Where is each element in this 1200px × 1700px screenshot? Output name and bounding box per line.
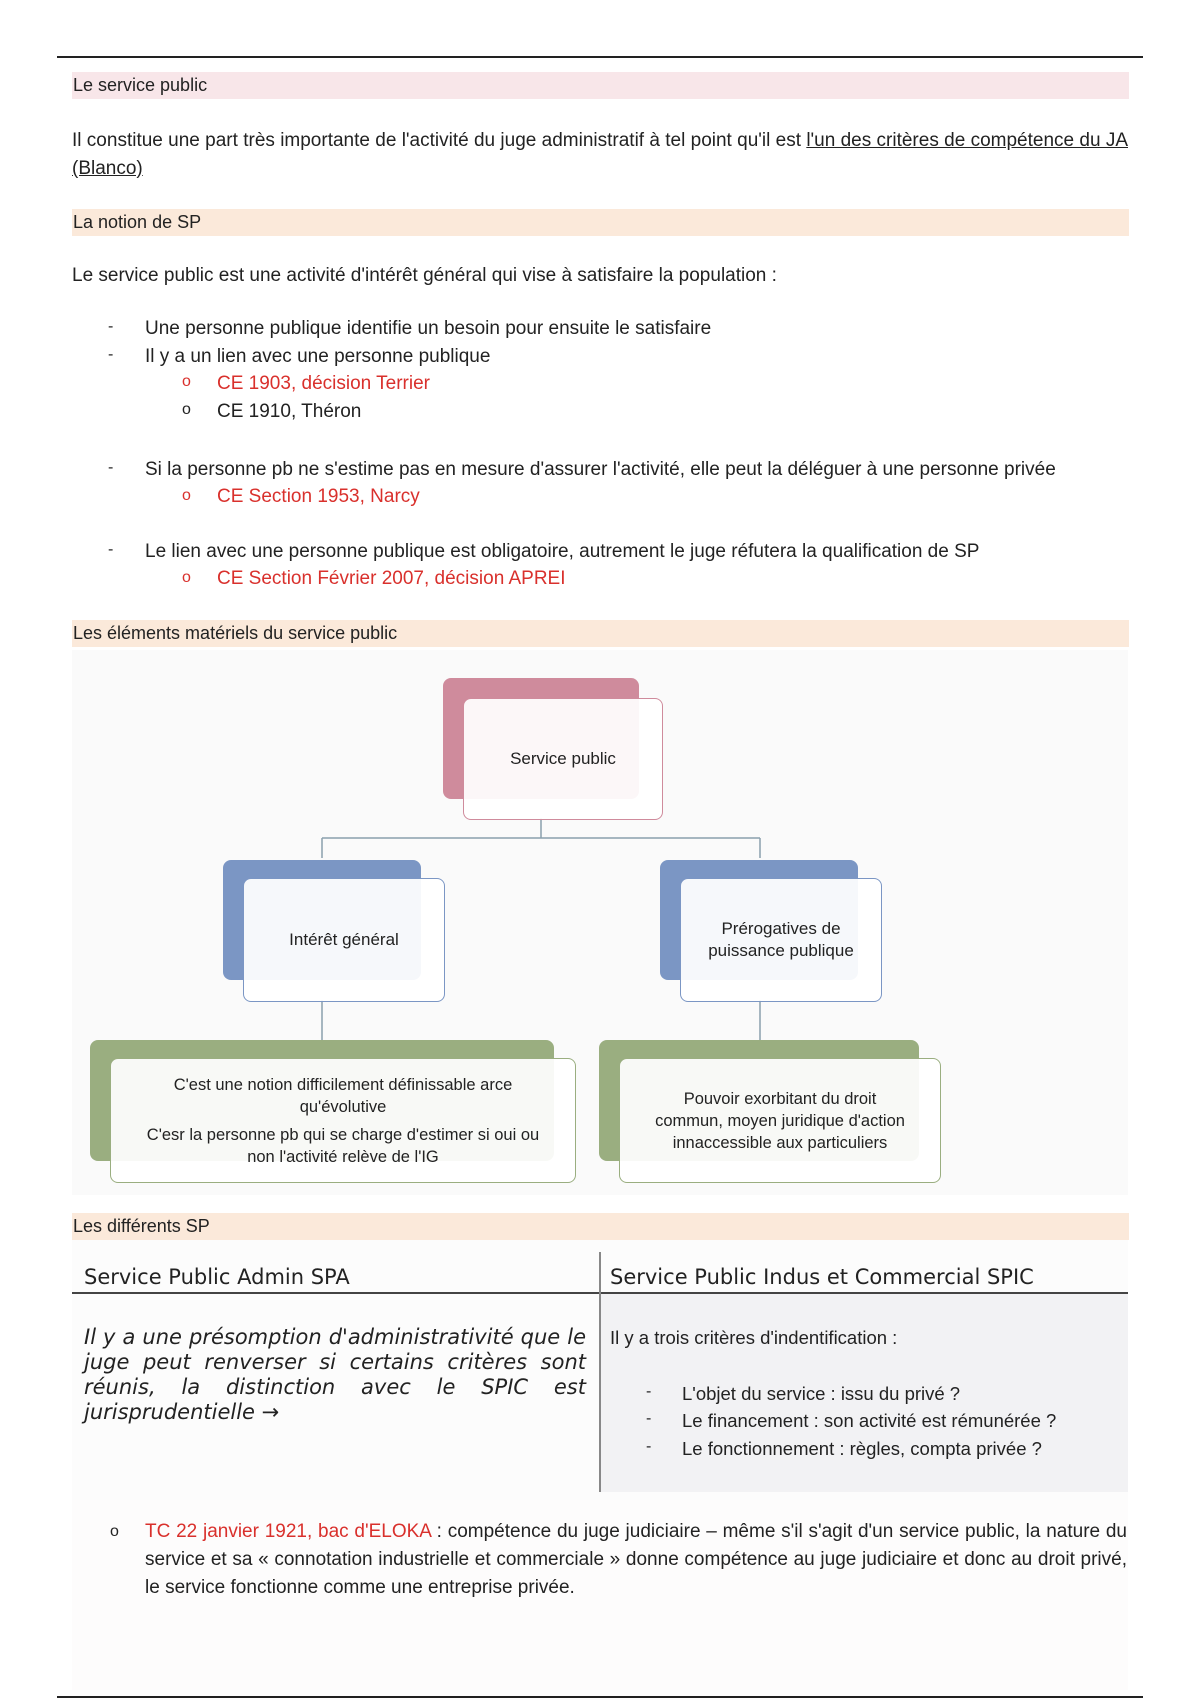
- left-detail-node: [110, 1058, 576, 1183]
- case-aprei: CE Section Février 2007, décision APREI: [217, 568, 566, 589]
- case-narcy: CE Section 1953, Narcy: [217, 486, 420, 507]
- section-heading-service-public: Le service public: [72, 72, 1129, 99]
- notion-lead: Le service public est une activité d'intérêt général qui vise à satisfaire la population :: [72, 265, 777, 286]
- spic-criterion-3: Le fonctionnement : règles, compta privée ?: [682, 1438, 1042, 1459]
- intro-underlined: l'un des critères de compétence du JA (Blanco): [72, 130, 1128, 179]
- left-detail-line-2b: non l'activité relève de l'IG: [247, 1147, 439, 1166]
- spic-lead: Il y a trois critères d'indentification :: [610, 1327, 898, 1348]
- spic-criterion-2: Le financement : son activité est rémunérée ?: [682, 1410, 1057, 1431]
- notion-bullet-3: Si la personne pb ne s'estime pas en mesure d'assurer l'activité, elle peut la déléguer à une personne privée: [145, 459, 1056, 480]
- dash-bullet: -: [108, 541, 114, 558]
- eloka-paragraph: [145, 1518, 1127, 1602]
- arrow-right-icon: →: [261, 1400, 280, 1424]
- spa-text: [84, 1325, 586, 1425]
- dash-bullet: -: [108, 318, 114, 335]
- section-heading-elements: Les éléments matériels du service public: [72, 620, 1129, 647]
- eloka-case: TC 22 janvier 1921, bac d'ELOKA: [145, 1521, 431, 1542]
- dash-bullet: -: [646, 1410, 652, 1427]
- left-detail-line-1a: C'est une notion difficilement définissable arce: [173, 1075, 513, 1094]
- right-detail-line-a: Pouvoir exorbitant du droit: [683, 1089, 877, 1108]
- dash-bullet: -: [108, 459, 114, 476]
- left-detail-line-1b: qu'évolutive: [299, 1097, 387, 1116]
- eloka-text: : compétence du juge judiciaire – même s'il s'agit d'un service public, la nature du service et sa « connotation industrielle et commerciale » donne compétence au juge judiciaire et donc au droit privé, le service fonctionne comme une entreprise privée.: [145, 1521, 1127, 1598]
- dash-bullet: -: [646, 1438, 652, 1455]
- left-node-label: Intérêt général: [289, 930, 399, 949]
- table-column-divider: [599, 1252, 601, 1492]
- spic-criterion-1: L'objet du service : issu du privé ?: [682, 1383, 961, 1404]
- right-detail-line-b: commun, moyen juridique d'action: [655, 1111, 905, 1130]
- circle-bullet: o: [182, 373, 191, 390]
- notion-bullet-4: Le lien avec une personne publique est obligatoire, autrement le juge réfutera la qualification de SP: [145, 541, 980, 562]
- bottom-rule: [57, 1696, 1143, 1698]
- case-terrier: CE 1903, décision Terrier: [217, 373, 430, 394]
- notion-bullet-2: Il y a un lien avec une personne publique: [145, 346, 491, 367]
- circle-bullet: o: [182, 487, 191, 504]
- right-detail-node: [619, 1058, 941, 1183]
- circle-bullet: o: [110, 1523, 119, 1540]
- notion-bullet-1: Une personne publique identifie un besoin pour ensuite le satisfaire: [145, 318, 712, 339]
- circle-bullet: o: [182, 401, 191, 418]
- right-node-label-2: puissance publique: [708, 941, 854, 960]
- left-detail-line-2a: C'esr la personne pb qui se charge d'estimer si oui ou: [146, 1125, 540, 1144]
- root-node-label: Service public: [510, 749, 616, 768]
- spa-text-body: Il y a une présomption d'administrativité que le juge peut renverser si certains critères sont réunis, la distinction avec le SPIC est jurisprudentielle: [84, 1325, 586, 1424]
- left-node: [243, 878, 445, 1002]
- section-heading-differents: Les différents SP: [72, 1213, 1129, 1240]
- right-node-label-1: Prérogatives de: [721, 919, 841, 938]
- right-node: [680, 878, 882, 1002]
- root-node: [463, 698, 663, 820]
- intro-text: Il constitue une part très importante de l'activité du juge administratif à tel point qu'il est: [72, 130, 807, 151]
- section-heading-notion: La notion de SP: [72, 209, 1129, 236]
- right-detail-line-c: innaccessible aux particuliers: [672, 1133, 888, 1152]
- spa-title: Service Public Admin SPA: [84, 1265, 350, 1289]
- case-theron: CE 1910, Théron: [217, 401, 362, 422]
- circle-bullet: o: [182, 569, 191, 586]
- spic-title: Service Public Indus et Commercial SPIC: [610, 1265, 1034, 1289]
- dash-bullet: -: [646, 1383, 652, 1400]
- dash-bullet: -: [108, 346, 114, 363]
